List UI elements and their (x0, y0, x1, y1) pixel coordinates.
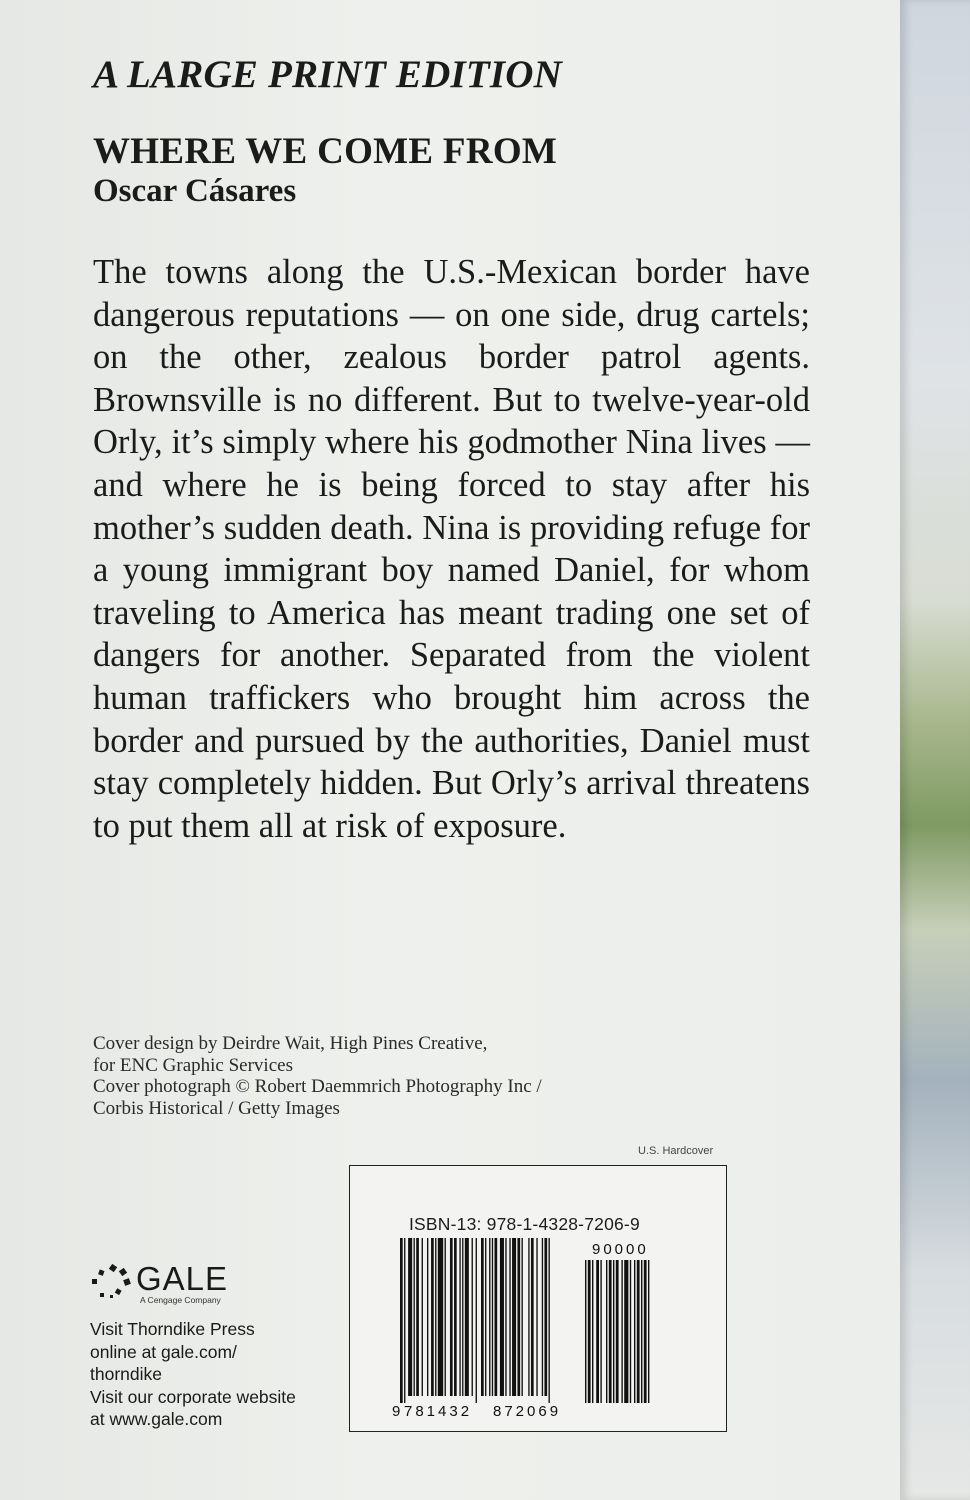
barcode-digits-left: 781432 (404, 1403, 473, 1418)
barcode-bar (400, 1238, 403, 1403)
barcode-price-code: 90000 (592, 1241, 649, 1258)
barcode-addon-bar (596, 1260, 599, 1403)
barcode-bar (517, 1238, 520, 1396)
barcode-addon-bar (600, 1260, 601, 1403)
visit-line: at www.gale.com (90, 1409, 223, 1429)
barcode-addon-bar (609, 1260, 612, 1403)
barcode-bar (531, 1238, 534, 1396)
cover-credits (93, 1033, 693, 1119)
gale-wordmark: GALE (136, 1260, 229, 1297)
book-title: WHERE WE COME FROM (93, 131, 558, 172)
barcode-bar (462, 1238, 463, 1396)
gale-tagline: A Cengage Company (140, 1295, 221, 1305)
barcode-digits-right: 872069 (493, 1403, 562, 1418)
barcode-bar (509, 1238, 510, 1396)
barcode-bar (492, 1238, 493, 1396)
barcode-bar (505, 1238, 506, 1396)
barcode-bar (512, 1238, 516, 1396)
gale-dots-icon (90, 1263, 134, 1307)
spine-photo-edge (900, 0, 970, 1500)
visit-line: Visit Thorndike Press (90, 1319, 255, 1339)
barcode-bar (408, 1238, 412, 1396)
barcode-addon-bar (637, 1260, 640, 1403)
barcode-addon-bar (606, 1260, 607, 1403)
credit-line: for ENC Graphic Services (93, 1054, 293, 1076)
barcode-bar (459, 1238, 460, 1396)
author-name: Oscar Cásares (93, 173, 297, 209)
barcode-bar (476, 1238, 477, 1403)
barcode-bar (489, 1238, 490, 1396)
barcode-bar (438, 1238, 443, 1396)
barcode-bar (435, 1238, 436, 1396)
edition-label: A LARGE PRINT EDITION (93, 53, 563, 96)
credit-line: Cover photograph © Robert Daemmrich Photography Inc / (93, 1076, 542, 1097)
barcode-bar (404, 1238, 405, 1403)
book-description: The towns along the U.S.-Mexican border have dangerous reputations — on one side, drug cartels; on the other, zealous border patrol agents. Brownsville is no different. But to twelve-year-old Orly, it’s simply where his godmother Nina lives — and where he is being forced to stay after his mother’s sudden death. Nina is providing refuge for a young immigrant boy named Daniel, for whom traveling to America has meant trading one set of dangers for another. Separated from the violent human traffickers who brought him across the border and pursued by the authorities, Daniel must stay completely hidden. But Orly’s arrival threatens to put them all at risk of exposure. (93, 253, 810, 845)
barcode-addon-bar (613, 1260, 614, 1403)
visit-line: Visit our corporate website (90, 1386, 296, 1407)
barcode-addon-bar (585, 1260, 586, 1403)
format-label: U.S. Hardcover (638, 1145, 714, 1157)
barcode-bar (472, 1238, 473, 1396)
barcode-addon-bar (641, 1260, 642, 1403)
credit-line: Corbis Historical / Getty Images (93, 1097, 340, 1119)
barcode-bar (495, 1238, 498, 1396)
gale-logo (90, 1260, 240, 1308)
barcode-bar (542, 1238, 543, 1396)
barcode-bar (536, 1238, 537, 1396)
visit-line: online at gale.com/ (90, 1341, 237, 1362)
barcode-addon-bar (592, 1260, 593, 1403)
barcode-bar (454, 1238, 457, 1396)
barcode-addon-bar (630, 1260, 631, 1403)
barcode-bar (485, 1238, 486, 1396)
barcode-bar (427, 1238, 428, 1396)
barcode-bar (481, 1238, 484, 1396)
barcode-addon-bar (588, 1260, 591, 1403)
barcode-bar (528, 1238, 529, 1396)
barcode-bar (544, 1238, 547, 1396)
barcode-bar (465, 1238, 469, 1396)
barcode-bar (450, 1238, 453, 1396)
barcode-addon-bar (624, 1260, 628, 1403)
barcode-bar (522, 1238, 523, 1396)
visit-line: thorndike (90, 1364, 162, 1384)
barcode-bar (414, 1238, 415, 1396)
barcode-bar (445, 1238, 446, 1396)
publisher-info (90, 1318, 350, 1431)
barcode-bar (549, 1238, 550, 1403)
credit-line: Cover design by Deirdre Wait, High Pines Creative, (93, 1033, 488, 1054)
barcode-addon-bar (644, 1260, 647, 1403)
barcode-addon-bar (634, 1260, 635, 1403)
barcode-lead-digit: 9 (392, 1403, 401, 1418)
barcode-addon-bar (648, 1260, 649, 1403)
barcode-addon-bar (616, 1260, 619, 1403)
barcode-bar (416, 1238, 419, 1396)
isbn-barcode-box (349, 1165, 727, 1432)
barcode-icon (390, 1238, 690, 1418)
isbn-number: ISBN-13: 978-1-4328-7206-9 (409, 1214, 640, 1234)
barcode-addon-bar (621, 1260, 622, 1403)
barcode-bar (500, 1238, 504, 1396)
barcode-bar (422, 1238, 423, 1396)
barcode-bar (431, 1238, 434, 1396)
